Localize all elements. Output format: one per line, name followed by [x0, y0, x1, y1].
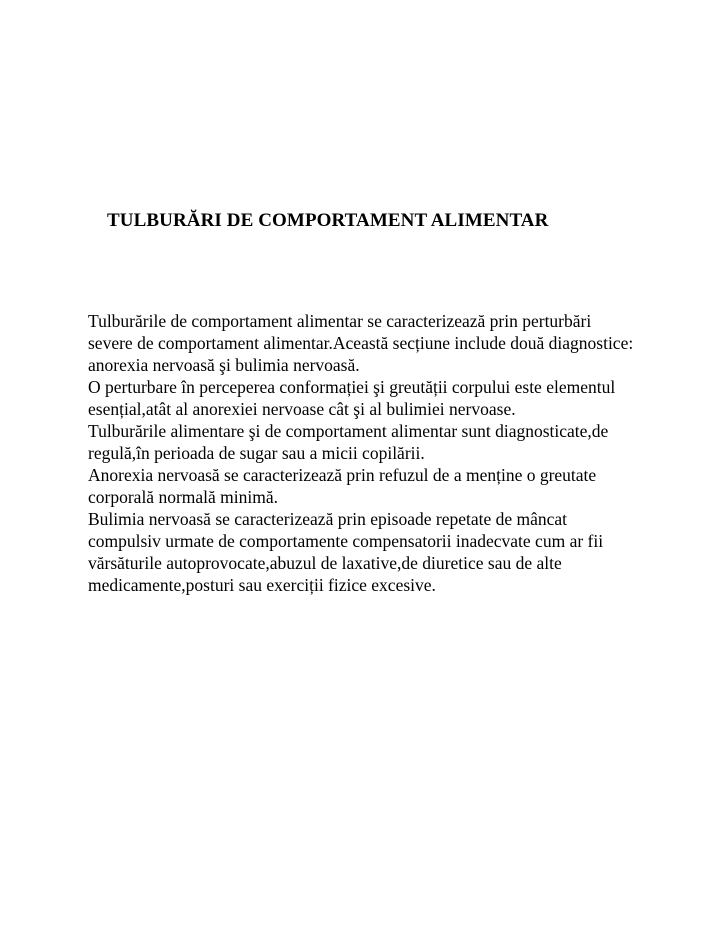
text-line: regulă,în perioada de sugar sau a micii copilării. — [88, 443, 425, 463]
paragraph-bulimia — [52, 508, 687, 596]
text-line: corporală normală minimă. — [88, 487, 278, 507]
paragraph-anorexia — [52, 464, 687, 508]
text-line: anorexia nervoasă şi bulimia nervoasă. — [88, 355, 360, 375]
text-line: O perturbare în perceperea conformației şi greutății corpului este elementul — [88, 377, 616, 397]
text-line: Bulimia nervoasă se caracterizează prin episoade repetate de mâncat — [88, 509, 568, 529]
text-line: severe de comportament alimentar.Această secțiune include două diagnostice: — [88, 333, 634, 353]
text-line: Anorexia nervoasă se caracterizează prin refuzul de a menține o greutate — [88, 465, 597, 485]
document-title: TULBURĂRI DE COMPORTAMENT ALIMENTAR — [107, 210, 549, 231]
document-body — [52, 310, 687, 596]
paragraph-body-image — [52, 376, 687, 420]
text-line: compulsiv urmate de comportamente compensatorii inadecvate cum ar fii — [88, 531, 604, 551]
text-line: esențial,atât al anorexiei nervoase cât şi al bulimiei nervoase. — [88, 399, 516, 419]
text-line: vărsăturile autoprovocate,abuzul de laxative,de diuretice sau de alte — [88, 553, 562, 573]
paragraph-definition — [52, 310, 687, 376]
text-line: Tulburările alimentare şi de comportament alimentar sunt diagnosticate,de — [88, 421, 609, 441]
text-line: medicamente,posturi sau exerciții fizice excesive. — [88, 575, 436, 595]
paragraph-onset — [52, 420, 687, 464]
text-line: Tulburările de comportament alimentar se caracterizează prin perturbări — [88, 311, 592, 331]
